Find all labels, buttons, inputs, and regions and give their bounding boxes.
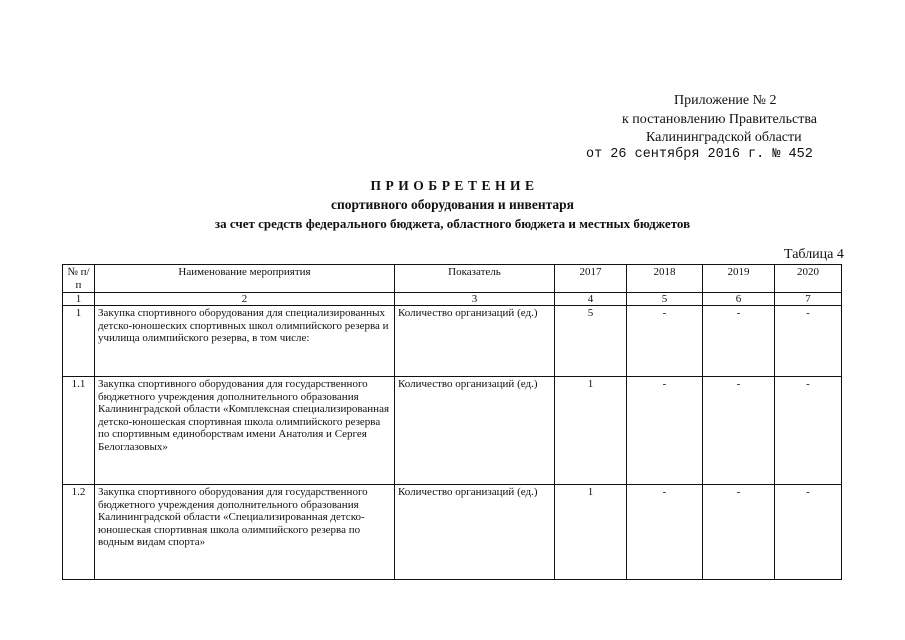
- value-2020: -: [775, 306, 842, 377]
- value-2019: -: [703, 485, 775, 580]
- row-number: 1.1: [63, 377, 95, 485]
- header-2020: 2020: [775, 265, 842, 293]
- value-2020: -: [775, 377, 842, 485]
- column-number-row: [63, 293, 842, 306]
- table-row: [63, 306, 842, 377]
- table-header-row: [63, 265, 842, 293]
- title-main: ПРИОБРЕТЕНИЕ: [370, 178, 539, 193]
- table-row: [63, 485, 842, 580]
- table-row: [63, 377, 842, 485]
- row-number: 1.2: [63, 485, 95, 580]
- activity-name: Закупка спортивного оборудования для специализированных детско-юношеских спортивных школ олимпийского резерва и училища олимпийского резерва, в том числе:: [95, 306, 395, 377]
- activity-name: Закупка спортивного оборудования для государственного бюджетного учреждения дополнительного образования Калининградской области «Комплексная специализированная детско-юношеская спортивная школа олимпийского резерва по спортивным единоборствам имени Анатолия и Сергея Белоглазовых»: [95, 377, 395, 485]
- column-number: 6: [703, 293, 775, 306]
- column-number: 4: [555, 293, 627, 306]
- appendix-reference: к постановлению Правительства: [622, 112, 818, 127]
- value-2018: -: [627, 377, 703, 485]
- header-indicator: Показатель: [395, 265, 555, 293]
- appendix-number: Приложение № 2: [674, 93, 777, 108]
- column-number: 2: [95, 293, 395, 306]
- row-number: 1: [63, 306, 95, 377]
- indicator: Количество организаций (ед.): [395, 306, 555, 377]
- value-2020: -: [775, 485, 842, 580]
- procurement-table: [62, 264, 842, 580]
- value-2019: -: [703, 306, 775, 377]
- column-number: 7: [775, 293, 842, 306]
- activity-name: Закупка спортивного оборудования для государственного бюджетного учреждения дополнительного образования Калининградской области «Специализированная детско-юношеская спортивная школа олимпийского резерва по водным видам спорта»: [95, 485, 395, 580]
- value-2019: -: [703, 377, 775, 485]
- title-funding: за счет средств федерального бюджета, областного бюджета и местных бюджетов: [214, 216, 691, 231]
- column-number: 5: [627, 293, 703, 306]
- value-2018: -: [627, 485, 703, 580]
- column-number: 1: [63, 293, 95, 306]
- value-2018: -: [627, 306, 703, 377]
- table-label: Таблица 4: [784, 247, 844, 262]
- document-title: [0, 176, 905, 233]
- indicator: Количество организаций (ед.): [395, 377, 555, 485]
- header-activity: Наименование мероприятия: [95, 265, 395, 293]
- title-subject: спортивного оборудования и инвентаря: [331, 197, 574, 212]
- header-number: № п/п: [63, 265, 95, 293]
- header-2017: 2017: [555, 265, 627, 293]
- indicator: Количество организаций (ед.): [395, 485, 555, 580]
- appendix-date: от 26 сентября 2016 г. № 452: [586, 147, 813, 162]
- value-2017: 1: [555, 377, 627, 485]
- header-2018: 2018: [627, 265, 703, 293]
- column-number: 3: [395, 293, 555, 306]
- header-2019: 2019: [703, 265, 775, 293]
- value-2017: 1: [555, 485, 627, 580]
- appendix-region: Калининградской области: [646, 130, 802, 145]
- value-2017: 5: [555, 306, 627, 377]
